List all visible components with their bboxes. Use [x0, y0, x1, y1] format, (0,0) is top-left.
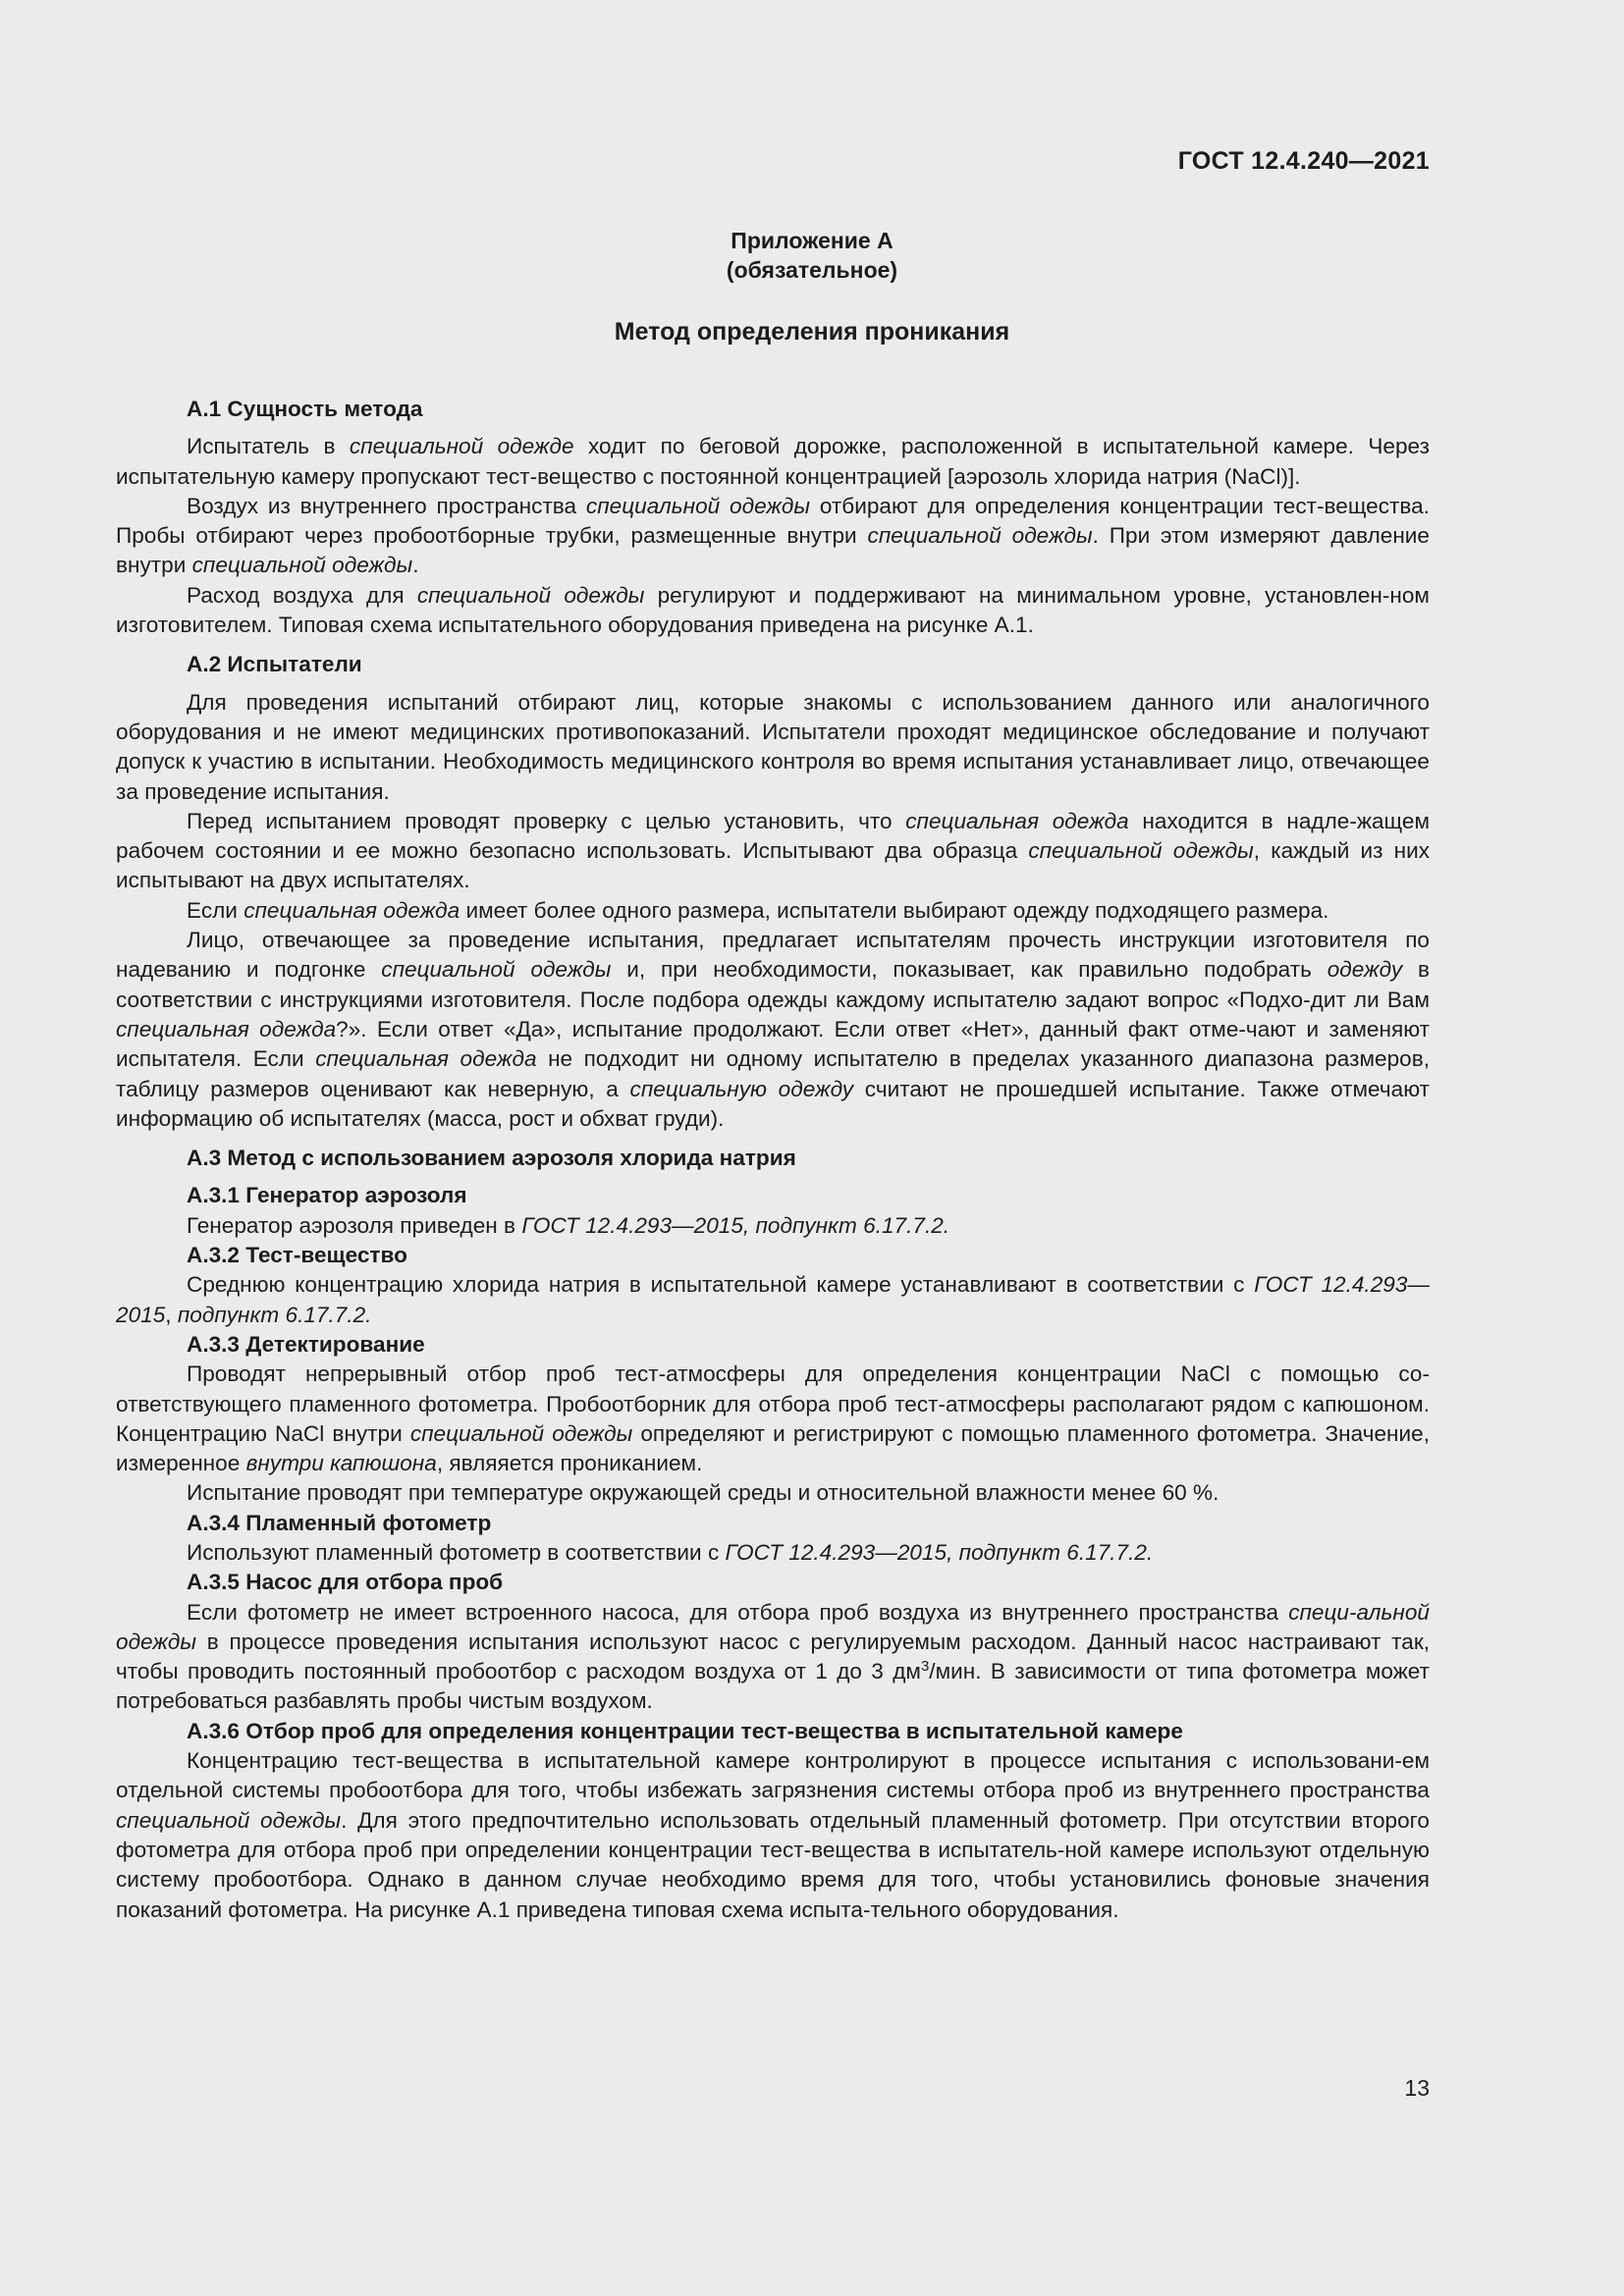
- paragraph: Лицо, отвечающее за проведение испытания, предлагает испытателям прочесть инструкции изготовителя по надеванию и подгонке специальной одежды и, при необходимости, показывает, как правильно подобрать одежду в соответствии с инструкциями изготовителя. После подбора одежды каждому испытателю задают вопрос «Подхо-дит ли Вам специальная одежда?». Если ответ «Да», испытание продолжают. Если ответ «Нет», данный факт отме-чают и заменяют испытателя. Если специальная одежда не подходит ни одному испытателю в пределах указанного диапазона размеров, таблицу размеров оценивают как неверную, а специальную одежду считают не прошедшей испытание. Также отмечают информацию об испытателях (масса, рост и обхват груди).: [116, 928, 1431, 1131]
- annex-label: Приложение А: [731, 228, 893, 253]
- section-heading-a2: А.2 Испытатели: [187, 652, 362, 677]
- paragraph: Если специальная одежда имеет более одного размера, испытатели выбирают одежду подходящего размера.: [187, 897, 1329, 923]
- page-number: 13: [1404, 2075, 1430, 2101]
- paragraph: Генератор аэрозоля приведен в ГОСТ 12.4.293—2015, подпункт 6.17.7.2.: [187, 1212, 950, 1238]
- section-heading-a1: А.1 Сущность метода: [187, 397, 423, 421]
- paragraph: Концентрацию тест-вещества в испытательной камере контролируют в процессе испытания с использовани-ем отдельной системы пробоотбора для того, чтобы избежать загрязнения системы отбора проб из внутреннего пространства специальной одежды. Для этого предпочтительно использовать отдельный пламенный фотометр. При отсутствии второго фотометра для отбора проб при определении концентрации тест-вещества в испытатель-ной камере используют отдельную систему пробоотбора. Однако в данном случае необходимо время для того, чтобы установились фоновые значения показаний фотометра. На рисунке А.1 приведена типовая схема испыта-тельного оборудования.: [116, 1748, 1430, 1922]
- paragraph: Если фотометр не имеет встроенного насоса, для отбора проб воздуха из внутреннего пространства специ-альной одежды в процессе проведения испытания используют насос с регулируемым расходом. Данный насос настраивают так, чтобы проводить постоянный пробоотбор с расходом воздуха от 1 до 3 $дм^3$/мин. В зависимости от типа фотометра может потребоваться разбавлять пробы чистым воздухом.: [116, 1599, 1430, 1714]
- paragraph: Испытание проводят при температуре окружающей среды и относительной влажности менее 60 %.: [187, 1480, 1219, 1506]
- annex-header: [0, 226, 1624, 285]
- subsection-heading: А.3.5 Насос для отбора проб: [187, 1570, 504, 1595]
- paragraph: Проводят непрерывный отбор проб тест-атмосферы для определения концентрации NaCl с помощью со-ответствующего пламенного фотометра. Пробоотборник для отбора проб тест-атмосферы располагают рядом с капюшоном. Концентрацию NaCl внутри специальной одежды определяют и регистрируют с помощью пламенного фотометра. Значение, измеренное внутри капюшона, являяется прониканием.: [116, 1362, 1430, 1476]
- subsection-heading: А.3.4 Пламенный фотометр: [187, 1510, 492, 1535]
- paragraph: Среднюю концентрацию хлорида натрия в испытательной камере устанавливают в соответствии с ГОСТ 12.4.293—2015, подпункт 6.17.7.2.: [116, 1272, 1430, 1327]
- paragraph: Перед испытанием проводят проверку с целью установить, что специальная одежда находится в надле-жащем рабочем состоянии и ее можно безопасно использовать. Испытывают два образца специальной одежды, каждый из них испытывают на двух испытателях.: [116, 808, 1430, 893]
- document-id: ГОСТ 12.4.240—2021: [1177, 147, 1430, 175]
- annex-title: Метод определения проникания: [614, 318, 1010, 346]
- paragraph: Используют пламенный фотометр в соответствии с ГОСТ 12.4.293—2015, подпункт 6.17.7.2.: [187, 1539, 1154, 1565]
- section-heading-a3: А.3 Метод с использованием аэрозоля хлорида натрия: [187, 1146, 796, 1171]
- subsection-heading: А.3.3 Детектирование: [187, 1331, 425, 1357]
- paragraph: Воздух из внутреннего пространства специальной одежды отбирают для определения концентрации тест-вещества. Пробы отбирают через пробоотборные трубки, размещенные внутри специальной одежды. При этом измеряют давление внутри специальной одежды.: [116, 493, 1430, 578]
- subsection-heading: А.3.6 Отбор проб для определения концентрации тест-вещества в испытательной камере: [187, 1718, 1183, 1743]
- paragraph: Для проведения испытаний отбирают лиц, которые знакомы с использованием данного или аналогичного оборудования и не имеют медицинских противопоказаний. Испытатели проходят медицинское обследование и получают допуск к участию в испытании. Необходимость медицинского контроля во время испытания устанавливает лицо, отвечающее за проведение испытания.: [116, 689, 1430, 804]
- annex-status: (обязательное): [726, 257, 898, 283]
- subsection-heading: А.3.1 Генератор аэрозоля: [187, 1183, 467, 1208]
- document-body: [116, 395, 1430, 1925]
- subsection-heading: А.3.2 Тест-вещество: [187, 1243, 407, 1268]
- paragraph: Расход воздуха для специальной одежды регулируют и поддерживают на минимальном уровне, установлен-ном изготовителем. Типовая схема испытательного оборудования приведена на рисунке А.1.: [116, 582, 1430, 638]
- paragraph: Испытатель в специальной одежде ходит по беговой дорожке, расположенной в испытательной камере. Через испытательную камеру пропускают тест-вещество с постоянной концентрацией [аэрозоль хлорида натрия (NaCl)].: [116, 434, 1430, 489]
